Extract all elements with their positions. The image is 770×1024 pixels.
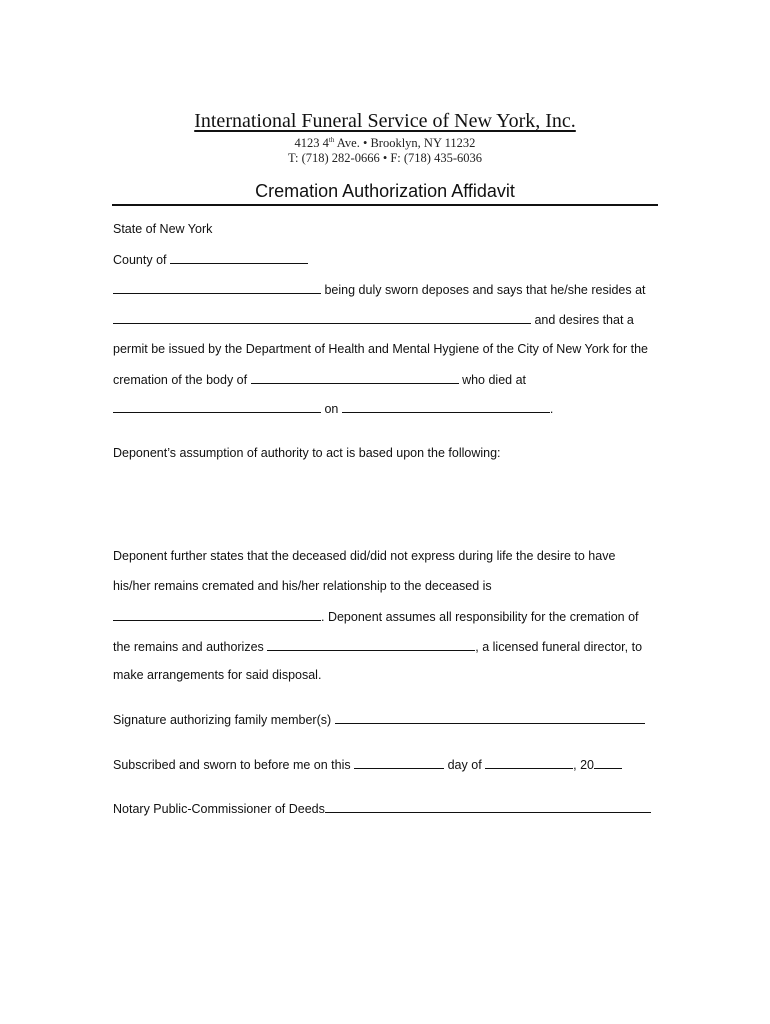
cremation-label: cremation of the body of <box>113 373 248 387</box>
subscribed-label: Subscribed and sworn to before me on this <box>113 758 351 772</box>
death-date-blank[interactable] <box>342 401 550 413</box>
month-blank[interactable] <box>485 757 573 769</box>
notary-label: Notary Public-Commissioner of Deeds <box>113 802 325 816</box>
deceased-name-blank[interactable] <box>251 372 459 384</box>
state-line: State of New York <box>113 222 213 236</box>
deponent-name-blank[interactable] <box>113 282 321 294</box>
cremation-line <box>113 372 526 387</box>
deponent-line <box>113 282 646 297</box>
on-label: on <box>324 402 339 416</box>
year-blank[interactable] <box>594 757 622 769</box>
company-name: International Funeral Service of New York, Inc. <box>194 110 576 132</box>
responsibility-text: . Deponent assumes all responsibility for the cremation of <box>321 610 639 624</box>
year-prefix: , 20 <box>573 758 595 772</box>
date-period: . <box>549 402 554 416</box>
notary-line <box>113 801 651 816</box>
county-line <box>113 252 308 267</box>
death-place-blank[interactable] <box>113 401 321 413</box>
day-blank[interactable] <box>354 757 444 769</box>
authorizes-label: the remains and authorizes <box>113 640 264 654</box>
company-phone-fax: T: (718) 282-0666 • F: (718) 435-6036 <box>287 151 482 165</box>
funeral-director-blank[interactable] <box>267 639 475 651</box>
county-blank[interactable] <box>170 252 308 264</box>
relationship-line: his/her remains cremated and his/her relationship to the deceased is <box>113 579 492 593</box>
subscribed-line <box>113 757 622 772</box>
address-ordinal: th <box>328 136 335 144</box>
notary-blank[interactable] <box>325 801 651 813</box>
address-rest: Ave. • Brooklyn, NY 11232 <box>334 136 476 151</box>
county-label: County of <box>113 253 167 267</box>
desires-text: and desires that a <box>534 313 634 327</box>
further-line: Deponent further states that the deceased did/did not express during life the desire to have <box>113 549 616 563</box>
signature-blank[interactable] <box>335 712 645 724</box>
title-rule <box>112 204 658 206</box>
authorizes-line <box>113 639 642 654</box>
place-date-line <box>113 401 553 416</box>
company-address <box>0 136 770 151</box>
signature-label: Signature authorizing family member(s) <box>113 713 332 727</box>
authority-line: Deponent’s assumption of authority to act is based upon the following: <box>113 446 501 460</box>
licensed-text: , a licensed funeral director, to <box>475 640 643 654</box>
arrangements-line: make arrangements for said disposal. <box>113 668 322 682</box>
responsibility-line <box>113 609 639 624</box>
day-of-text: day of <box>447 758 482 772</box>
sworn-text: being duly sworn deposes and says that he/she resides at <box>324 283 646 297</box>
died-at-text: who died at <box>462 373 527 387</box>
permit-line: permit be issued by the Department of Health and Mental Hygiene of the City of New York for the <box>113 342 649 356</box>
residence-line <box>113 312 634 327</box>
signature-line <box>113 712 645 727</box>
form-title: Cremation Authorization Affidavit <box>255 181 515 201</box>
relationship-blank[interactable] <box>113 609 321 621</box>
residence-blank[interactable] <box>113 312 531 324</box>
address-street-number: 4123 4 <box>294 136 329 151</box>
